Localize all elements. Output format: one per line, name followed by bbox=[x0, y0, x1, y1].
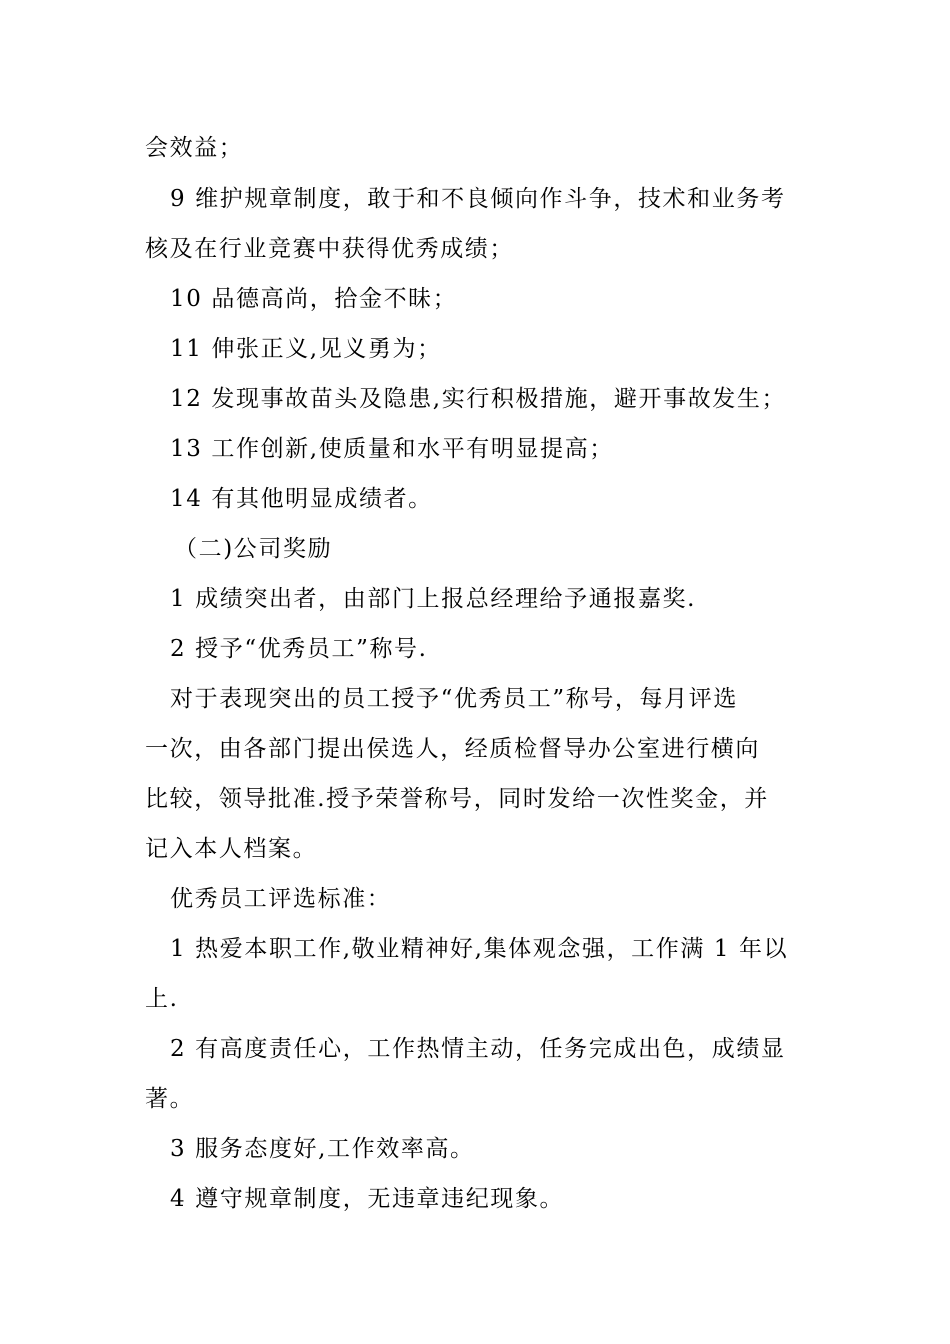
text-line: 著。 bbox=[145, 1086, 195, 1112]
text-line: 9 维护规章制度，敢于和不良倾向作斗争，技术和业务考 bbox=[170, 186, 786, 212]
text-line: 1 热爱本职工作,敬业精神好,集体观念强，工作满 1 年以 bbox=[170, 936, 789, 962]
text-line: 核及在行业竞赛中获得优秀成绩； bbox=[145, 236, 514, 262]
text-line: 11 伸张正义,见义勇为； bbox=[170, 336, 442, 362]
text-line: 比较，领导批准.授予荣誉称号，同时发给一次性奖金，并 bbox=[145, 786, 769, 812]
text-line: 12 发现事故苗头及隐患,实行积极措施，避开事故发生； bbox=[170, 386, 787, 412]
text-line: 13 工作创新,使质量和水平有明显提高； bbox=[170, 436, 614, 462]
text-line: 4 遵守规章制度，无违章违纪现象。 bbox=[170, 1186, 565, 1212]
text-line: 一次，由各部门提出侯选人，经质检督导办公室进行横向 bbox=[145, 736, 760, 762]
text-line: 上. bbox=[145, 986, 179, 1012]
text-line: 会效益； bbox=[145, 135, 244, 161]
text-line: 3 服务态度好,工作效率高。 bbox=[170, 1136, 475, 1162]
text-line: 记入本人档案。 bbox=[145, 836, 318, 862]
text-line: 1 成绩突出者，由部门上报总经理给予通报嘉奖. bbox=[170, 586, 697, 612]
text-line: 优秀员工评选标准： bbox=[170, 886, 392, 912]
text-line: 2 有高度责任心，工作热情主动，任务完成出色，成绩显 bbox=[170, 1036, 786, 1062]
text-line: 10 品德高尚，拾金不昧； bbox=[170, 286, 458, 312]
text-line: 2 授予“优秀员工”称号. bbox=[170, 636, 428, 662]
text-line: 14 有其他明显成绩者。 bbox=[170, 486, 433, 512]
text-line: 对于表现突出的员工授予“优秀员工”称号，每月评选 bbox=[170, 686, 738, 712]
section-heading: （二)公司奖励 bbox=[174, 536, 333, 562]
